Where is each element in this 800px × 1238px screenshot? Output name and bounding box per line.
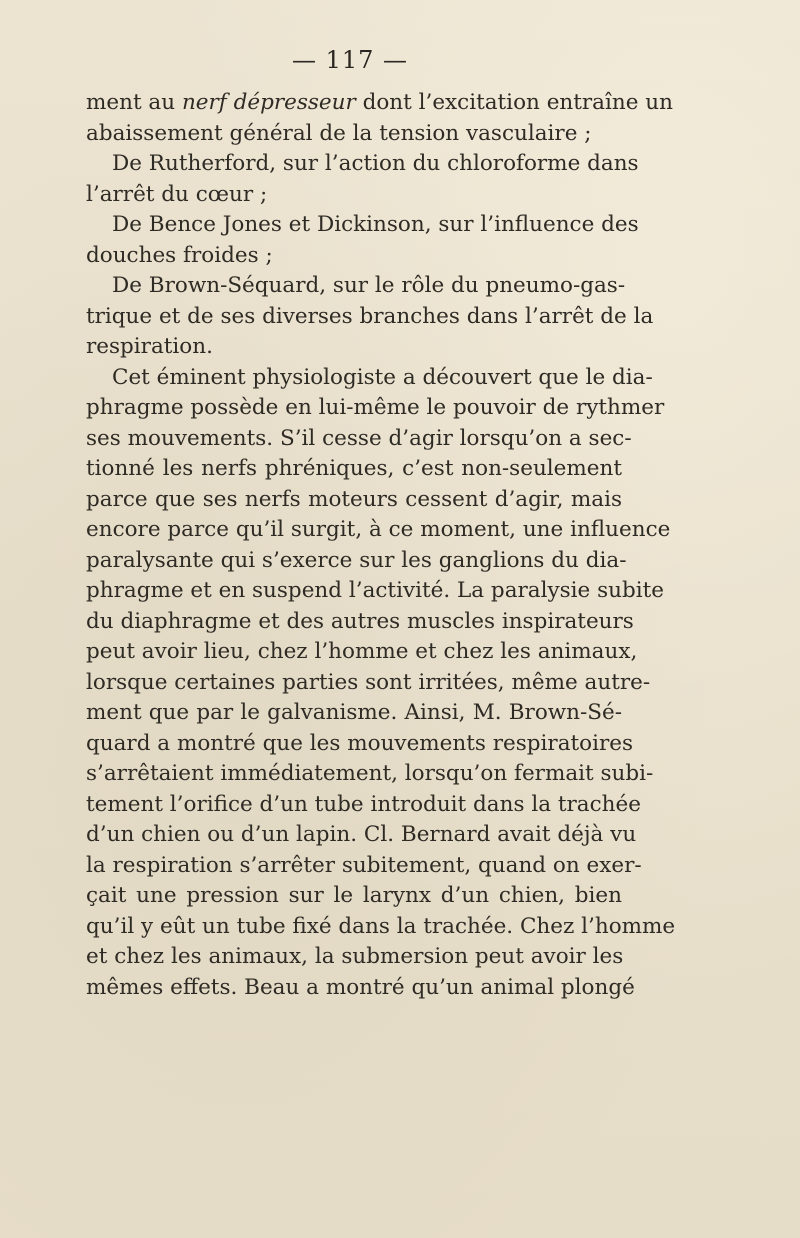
text-line: phragme possède en lui-même le pouvoir de rythmer: [86, 395, 665, 420]
text-line: quard a montré que les mouvements respiratoires: [86, 730, 634, 756]
text-line: Cet éminent physiologiste a découvert que le dia-: [112, 364, 653, 390]
italic-term: nerf dépresseur: [181, 90, 356, 115]
text-line: De Brown-Séquard, sur le rôle du pneumo-gas-: [112, 273, 626, 298]
text-line: d’un chien ou d’un lapin. Cl. Bernard avait déjà vu: [86, 822, 637, 847]
text-line: ses mouvements. S’il cesse d’agir lorsqu’on a sec-: [86, 425, 632, 451]
text-line: qu’il y eût un tube fixé dans la trachée. Chez l’homme: [86, 913, 676, 939]
text-line: parce que ses nerfs moteurs cessent d’agir, mais: [86, 486, 622, 512]
text-line-segment: ment au: [86, 90, 182, 115]
text-line: et chez les animaux, la submersion peut avoir les: [86, 944, 624, 969]
text-line: tionné les nerfs phréniques, c’est non-seulement: [86, 456, 622, 481]
text-line: l’arrêt du cœur ;: [86, 181, 268, 207]
text-line: [86, 88, 673, 119]
text-line: la respiration s’arrêter subitement, quand on exer-: [86, 852, 642, 878]
text-line: mêmes effets. Beau a montré qu’un animal plongé: [86, 974, 635, 1000]
text-line: encore parce qu’il surgit, à ce moment, une influence: [86, 517, 671, 542]
text-line: tement l’orifice d’un tube introduit dans la trachée: [86, 791, 641, 817]
text-line: De Bence Jones et Dickinson, sur l’influence des: [112, 212, 639, 237]
text-line: douches froides ;: [86, 242, 273, 268]
text-line: ment que par le galvanisme. Ainsi, M. Brown-Sé-: [86, 700, 622, 725]
text-line: paralysante qui s’exerce sur les ganglions du dia-: [86, 547, 627, 573]
text-line: lorsque certaines parties sont irritées, même autre-: [86, 669, 651, 695]
text-line: s’arrêtaient immédiatement, lorsqu’on fermait subi-: [86, 761, 654, 786]
text-line: De Rutherford, sur l’action du chloroforme dans: [112, 151, 639, 176]
text-line: peut avoir lieu, chez l’homme et chez les animaux,: [86, 639, 638, 664]
text-line: çait une pression sur le larynx d’un chien, bien: [86, 883, 622, 908]
body-text: [86, 88, 676, 1003]
page-number: — 117 —: [291, 46, 409, 74]
text-line: trique et de ses diverses branches dans l’arrêt de la: [86, 303, 654, 329]
text-line-segment: dont l’excitation entraîne un: [355, 90, 673, 115]
text-line: respiration.: [86, 334, 213, 359]
text-line: abaissement général de la tension vasculaire ;: [86, 120, 592, 146]
text-line: phragme et en suspend l’activité. La paralysie subite: [86, 578, 664, 603]
text-line: du diaphragme et des autres muscles inspirateurs: [86, 608, 634, 634]
